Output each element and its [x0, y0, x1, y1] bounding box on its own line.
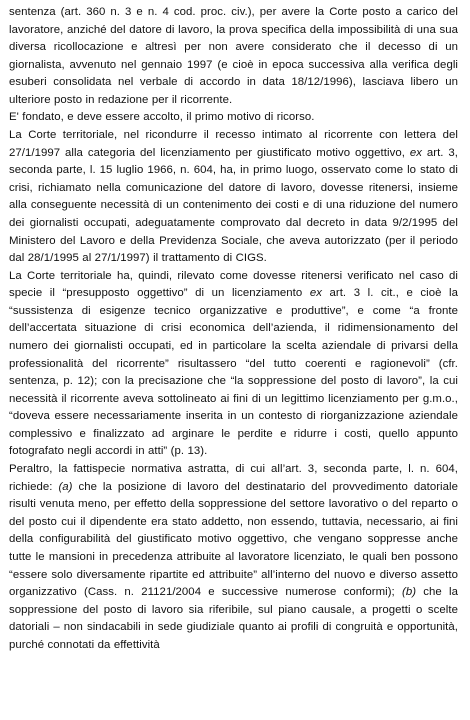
text-run: E' fondato, e deve essere accolto, il primo motivo di ricorso.: [9, 111, 315, 124]
text-run-italic: (a): [58, 480, 73, 493]
text-run: sentenza (art. 360 n. 3 e n. 4 cod. proc. civ.), per avere la Corte posto a carico del lavoratore, anziché del datore di lavoro, la prova specifica della impossibilità di una sua diversa ricollocazione e altresì per non avere considerato che il decesso di un giornalista, avvenuto nel gennaio 1997 (e cioè in epoca successiva alla verifica degli esuberi consolidata nel verbale di accordo in data 18/12/1996), lasciava libero un ulteriore posto in redazione per il ricorrente.: [9, 6, 458, 106]
text-run: La Corte territoriale ha, quindi, rilevato come dovesse ritenersi verificato nel caso di specie il “presupposto oggettivo” di un licenziamento: [9, 269, 458, 300]
paragraph-p5: [9, 461, 458, 654]
paragraph-p1: [9, 4, 458, 109]
text-run: La Corte territoriale, nel ricondurre il recesso intimato al ricorrente con lettera del 27/1/1997 alla categoria del licenziamento per giustificato motivo oggettivo,: [9, 129, 458, 159]
text-run: che la soppressione del posto di lavoro sia riferibile, sul piano causale, a progetti o scelte datoriali – non sindacabili in sede giudiziale quanto ai profili di congruità e opportunità, purché connotati da effettività: [9, 586, 458, 651]
text-run: che la posizione di lavoro del destinatario del provvedimento datoriale risulti venuta meno, per effetto della soppressione del settore lavorativo o del reparto o del posto cui il dipendente era stato addetto, non essendo, tuttavia, necessario, ai fini della configurabilità del giustificato motivo oggettivo, che vengano soppresse anche tutte le mansioni in precedenza attribuite al lavoratore licenziato, le quali ben possono “essere solo diversamente ripartite ed attribuite” all’interno del nuovo e diverso assetto organizzativo (Cass. n. 21121/2004 e successive numerose conformi);: [9, 480, 458, 599]
text-run: Peraltro, la fattispecie normativa astratta, di cui all’art. 3, seconda parte, l. n. 604, richiede:: [9, 463, 458, 493]
text-run: art. 3 l. cit., e cioè la “sussistenza di esigenze tecnico organizzative e produttive”, e come “a fronte dell’accertata situazione di crisi economica dell’azienda, il ridimensionamento del numero dei giornalisti occupati, ed in particolare la scelta aziendale di privarsi della professionalità del ricorrente” risultassero “del tutto coerenti e ragionevoli” (cfr. sentenza, p. 12); con la precisazione che “la soppressione del posto di lavoro”, la cui necessità il ricorrente aveva sottolineato ai fini di un legittimo licenziamento per g.m.o., “doveva essere necessariamente inserita in un contesto di riorganizzazione aziendale complessivo e finalizzato ad arginare le perdite e ridurre i costi, quello appunto fotografato negli accordi in atti” (p. 13).: [9, 287, 458, 458]
text-run-italic: ex: [309, 287, 322, 300]
text-run-italic: ex: [409, 146, 422, 159]
paragraph-p4: [9, 268, 458, 461]
document-body: [9, 4, 458, 654]
paragraph-p3: [9, 127, 458, 268]
paragraph-p2: [9, 109, 458, 127]
text-run: art. 3, seconda parte, l. 15 luglio 1966, n. 604, ha, in primo luogo, osservato come lo stato di crisi, richiamato nella comunicazione del datore di lavoro, dovesse ritenersi, insieme alla conseguente necessità di un contenimento dei costi e di una riduzione del numero dei giornalisti occupati, adeguatamente comprovato dal decreto in data 9/2/1995 del Ministero del Lavoro e della Previdenza Sociale, che aveva autorizzato (per il periodo dal 28/1/1995 al 27/1/1997) il trattamento di CIGS.: [9, 146, 458, 265]
text-run-italic: (b): [401, 586, 417, 599]
